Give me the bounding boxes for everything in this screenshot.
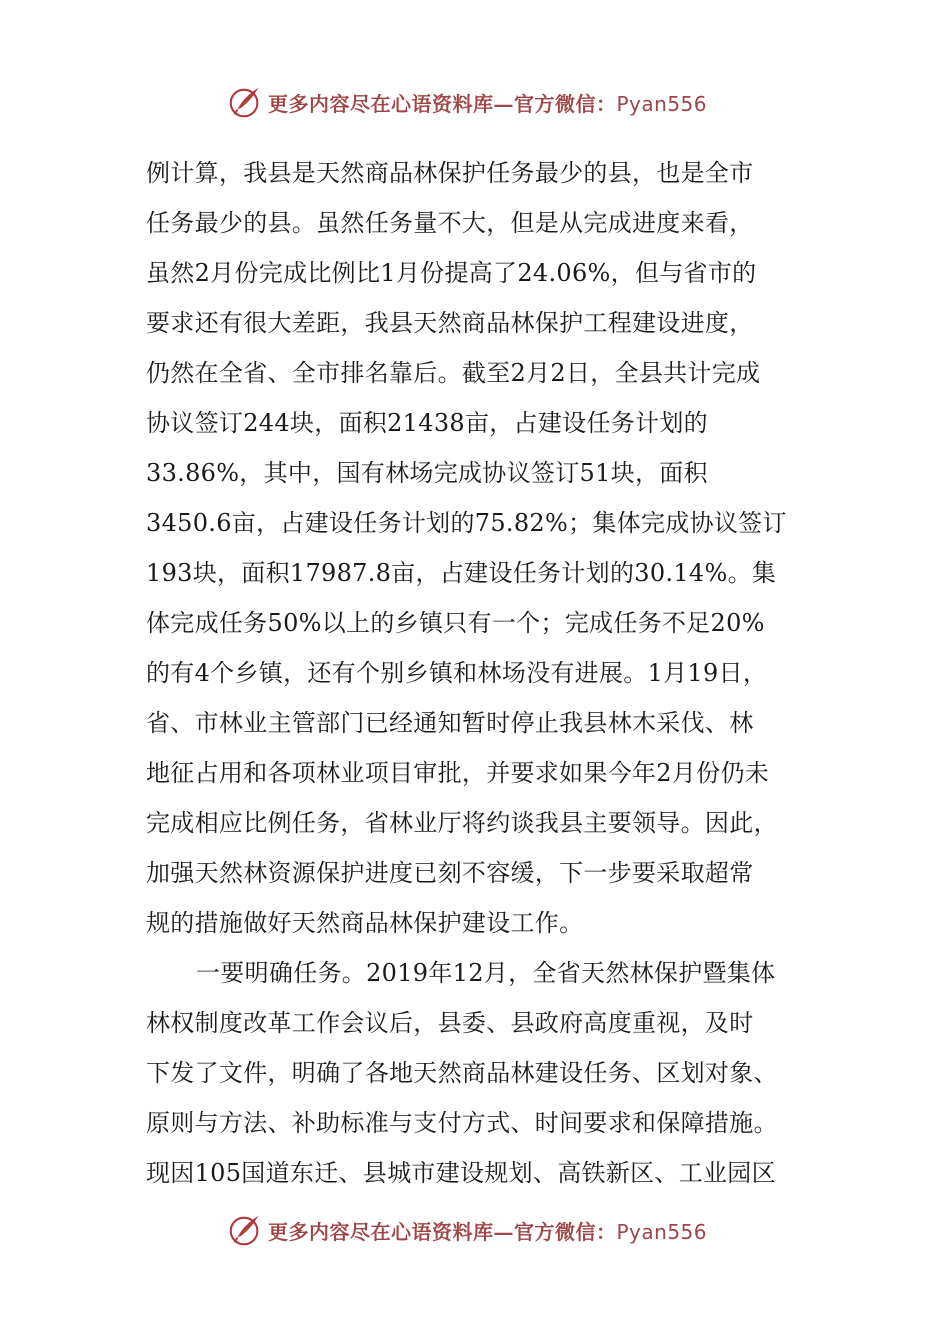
watermark-text: 更多内容尽在心语资料库—官方微信：Pyan556: [268, 1219, 708, 1244]
text-line: 现因105国道东迁、县城市建设规划、高铁新区、工业园区: [146, 1159, 776, 1187]
text-line: 3450.6亩，占建设任务计划的75.82%；集体完成协议签订: [146, 509, 787, 537]
text-line: 林权制度改革工作会议后，县委、县政府高度重视，及时: [146, 1009, 754, 1037]
paragraph: [146, 948, 816, 1198]
text-line: 例计算，我县是天然商品林保护任务最少的县，也是全市: [146, 159, 754, 187]
text-line: 33.86%，其中，国有林场完成协议签订51块，面积: [146, 459, 708, 487]
text-line: 一要明确任务。2019年12月，全省天然林保护暨集体: [196, 959, 776, 987]
paragraph: [146, 148, 816, 948]
text-line: 下发了文件，明确了各地天然商品林建设任务、区划对象、: [146, 1059, 778, 1087]
text-line: 虽然2月份完成比例比1月份提高了24.06%，但与省市的: [146, 259, 757, 287]
document-body: [146, 148, 816, 1198]
wechat-id: Pyan556: [616, 1219, 708, 1244]
text-line: 地征占用和各项林业项目审批，并要求如果今年2月份仍未: [146, 759, 770, 787]
text-line: 任务最少的县。虽然任务量不大，但是从完成进度来看，: [146, 209, 754, 237]
text-line: 的有4个乡镇，还有个别乡镇和林场没有进展。1月19日，: [146, 659, 768, 687]
footer-watermark: [226, 1210, 707, 1250]
text-line: 原则与方法、补助标准与支付方式、时间要求和保障措施。: [146, 1109, 778, 1137]
text-line: 完成相应比例任务，省林业厅将约谈我县主要领导。因此，: [146, 809, 778, 837]
text-line: 193块，面积17987.8亩，占建设任务计划的30.14%。集: [146, 559, 777, 587]
text-line: 仍然在全省、全市排名靠后。截至2月2日，全县共计完成: [146, 359, 761, 387]
wechat-id: Pyan556: [616, 91, 708, 116]
quill-logo-icon: [226, 83, 264, 121]
header-watermark: [226, 82, 707, 122]
quill-logo-icon: [226, 1211, 264, 1249]
text-line: 要求还有很大差距，我县天然商品林保护工程建设进度，: [146, 309, 754, 337]
text-line: 规的措施做好天然商品林保护建设工作。: [146, 909, 584, 937]
text-line: 加强天然林资源保护进度已刻不容缓，下一步要采取超常: [146, 859, 754, 887]
text-line: 省、市林业主管部门已经通知暂时停止我县林木采伐、林: [146, 709, 754, 737]
text-line: 协议签订244块，面积21438亩，占建设任务计划的: [146, 409, 708, 437]
text-line: 体完成任务50%以上的乡镇只有一个；完成任务不足20%: [146, 609, 765, 637]
watermark-text: 更多内容尽在心语资料库—官方微信：Pyan556: [268, 91, 708, 116]
